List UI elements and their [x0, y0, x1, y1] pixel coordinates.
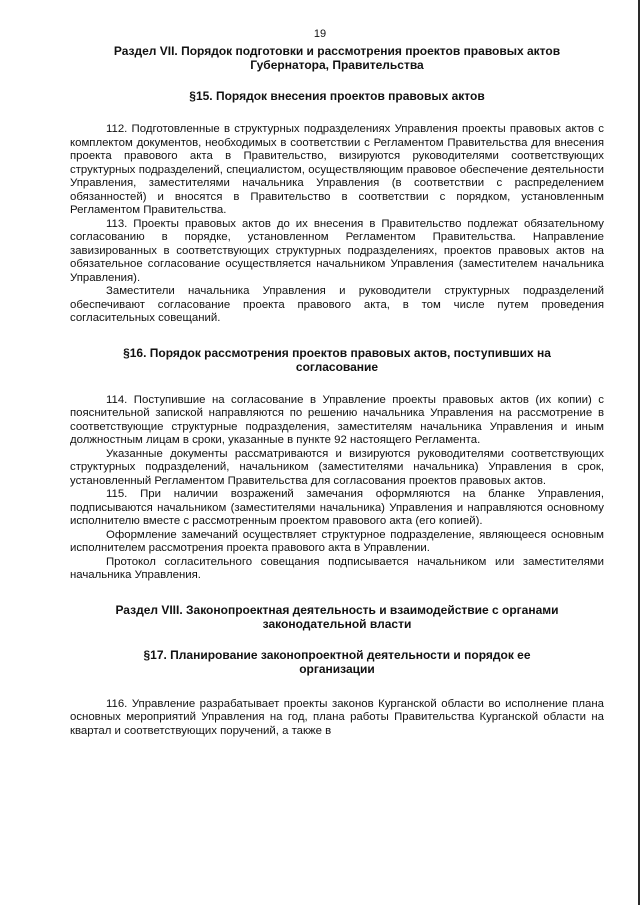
page-number: 19 — [313, 28, 327, 40]
paragraph-heading-17 — [70, 648, 604, 676]
heading-line: §17. Планирование законопроектной деятельности и порядок ее — [143, 647, 531, 662]
heading-line: согласование — [295, 359, 379, 374]
remarks-paragraph: Оформление замечаний осуществляет структурное подразделение, являющееся основным исполнителем рассмотрения проекта правового акта в Управлении. — [70, 528, 604, 554]
clause-114: 114. Поступившие на согласование в Управление проекты правовых актов (их копии) с пояснительной запиской направляются по решению начальника Управления на рассмотрение в соответствующие структурные подразделения, заместителям начальника Управления и иным должностным лицам в сроки, указанные в пункте 92 настоящего Регламента. — [70, 393, 604, 446]
protocol-paragraph: Протокол согласительного совещания подписывается начальником или заместителями начальника Управления. — [70, 555, 604, 581]
heading-line: Раздел VIII. Законопроектная деятельность и взаимодействие с органами — [115, 602, 559, 617]
section-heading-viii — [70, 603, 604, 631]
heading-line: организации — [299, 661, 375, 676]
deputies-paragraph: Заместители начальника Управления и руководители структурных подразделений обеспечивают согласование проекта правового акта, в том числе путем проведения согласительных совещаний. — [70, 285, 604, 324]
heading-line: §16. Порядок рассмотрения проектов правовых актов, поступивших на — [123, 345, 551, 360]
heading-line: законодательной власти — [262, 616, 412, 631]
paragraph-heading-15 — [70, 89, 604, 103]
heading-line: Губернатора, Правительства — [250, 58, 424, 72]
clause-115: 115. При наличии возражений замечания оформляются на бланке Управления, подписываются начальником (заместителями начальника) Управления и направляются основному исполнителю вместе с рассмотренным проектом правового акта (его копией). — [70, 488, 604, 527]
paragraph-heading-16 — [70, 346, 604, 374]
text-block-114-115 — [70, 394, 604, 583]
document-body — [70, 44, 604, 738]
section-heading-vii — [70, 44, 604, 72]
clause-112: 112. Подготовленные в структурных подразделениях Управления проекты правовых актов с комплектом документов, необходимых в соответствии с Регламентом Правительства для внесения проекта правового акта в Правительство, визируются руководителями соответствующих структурных подразделений, специалистом, осуществляющим правовое обеспечение деятельности Управления, заместителями начальника Управления (в соответствии с распределением обязанностей) и вносятся в Правительство в соответствии с порядком, установленным Регламентом Правительства. — [70, 123, 604, 216]
clause-113: 113. Проекты правовых актов до их внесения в Правительство подлежат обязательному согласованию в порядке, установленном Регламентом Правительства. Направление завизированных в соответствующих структурных подразделениях, проектов правовых актов на обязательное согласование осуществляется начальником Управления (заместителем начальника Управления). — [70, 217, 604, 284]
clause-116: 116. Управление разрабатывает проекты законов Курганской области во исполнение плана основных мероприятий Управления на год, плана работы Правительства Курганской области на квартал и соответствующих поручений, а также в — [70, 697, 604, 737]
text-block-116 — [70, 698, 604, 739]
text-block-112-113 — [70, 123, 604, 326]
heading-line: §15. Порядок внесения проектов правовых актов — [189, 89, 485, 103]
heading-line: Раздел VII. Порядок подготовки и рассмотрения проектов правовых актов — [113, 44, 561, 58]
documents-review-paragraph: Указанные документы рассматриваются и визируются руководителями соответствующих структурных подразделений, начальником (заместителями начальника) Управления в срок, установленный Регламентом Правительства для согласования проектов правовых актов. — [70, 447, 604, 487]
